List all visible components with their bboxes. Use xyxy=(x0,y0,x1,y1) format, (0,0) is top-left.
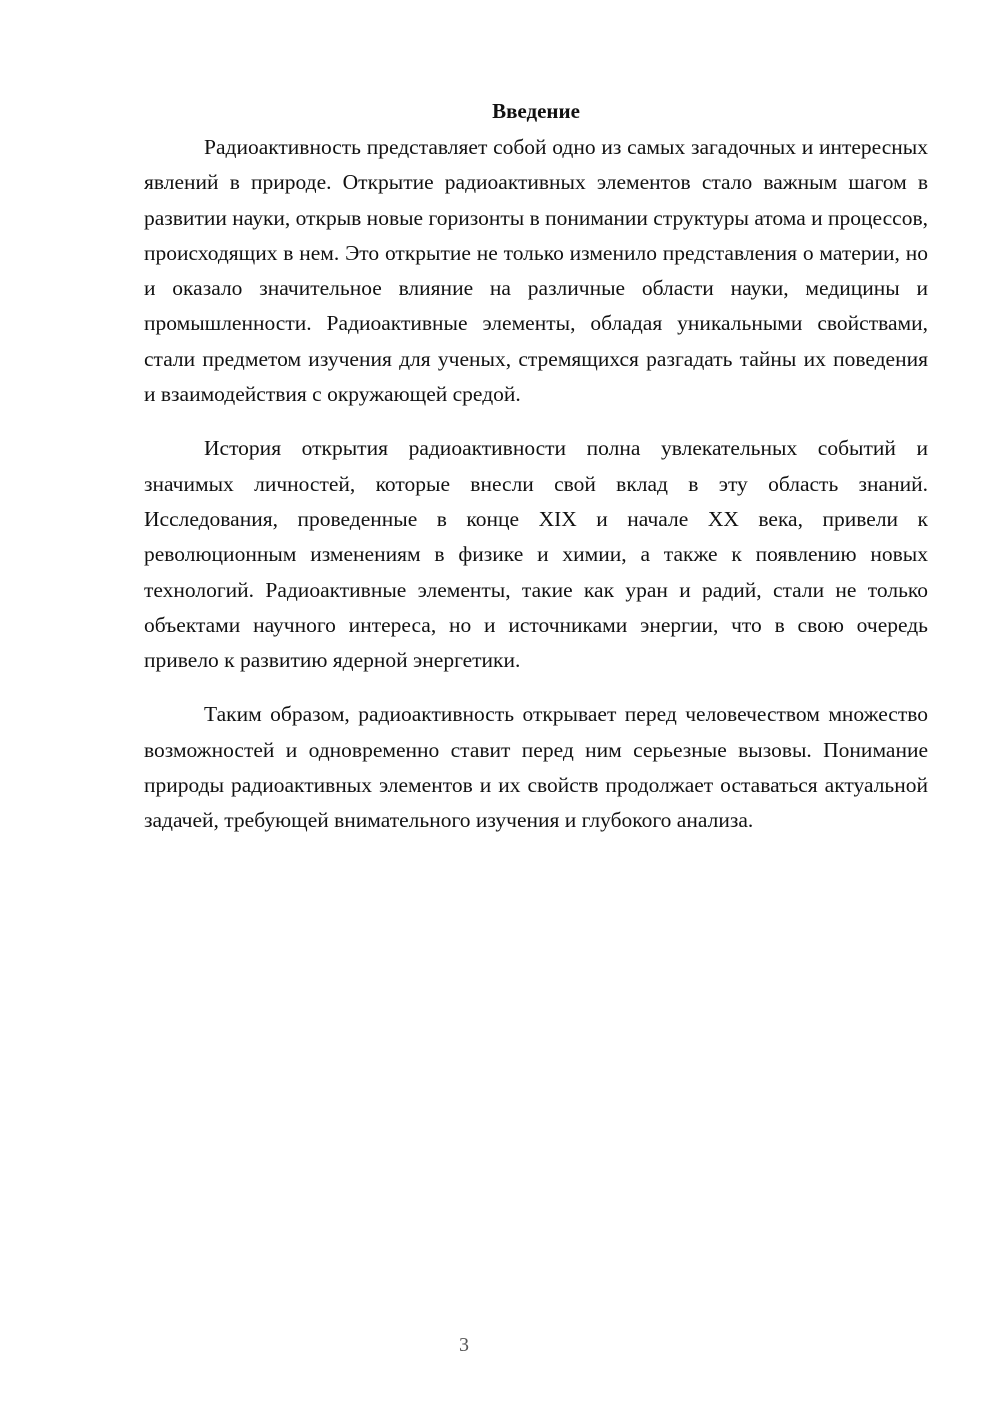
page-number: 3 xyxy=(459,1334,469,1356)
paragraph-2: История открытия радиоактивности полна увлекательных событий и значимых личностей, которые внесли свой вклад в эту область знаний. Исследования, проведенные в конце XIX и начале XX века, привели к революционным изменениям в физике и химии, а также к появлению новых технологий. Радиоактивные элементы, такие как уран и радий, стали не только объектами научного интереса, но и источниками энергии, что в свою очередь привело к развитию ядерной энергетики. xyxy=(144,436,928,673)
paragraph-1: Радиоактивность представляет собой одно из самых загадочных и интересных явлений в природе. Открытие радиоактивных элементов стало важным шагом в развитии науки, открыв новые горизонты в понимании структуры атома и процессов, происходящих в нем. Это открытие не только изменило представления о материи, но и оказало значительное влияние на различные области науки, медицины и промышленности. Радиоактивные элементы, обладая уникальными свойствами, стали предметом изучения для ученых, стремящихся разгадать тайны их поведения и взаимодействия с окружающей средой. xyxy=(144,135,928,407)
section-title: Введение xyxy=(492,99,580,123)
page-content xyxy=(144,94,928,858)
paragraph-3: Таким образом, радиоактивность открывает перед человечеством множество возможностей и одновременно ставит перед ним серьезные вызовы. Понимание природы радиоактивных элементов и их свойств продолжает оставаться актуальной задачей, требующей внимательного изучения и глубокого анализа. xyxy=(144,702,928,833)
